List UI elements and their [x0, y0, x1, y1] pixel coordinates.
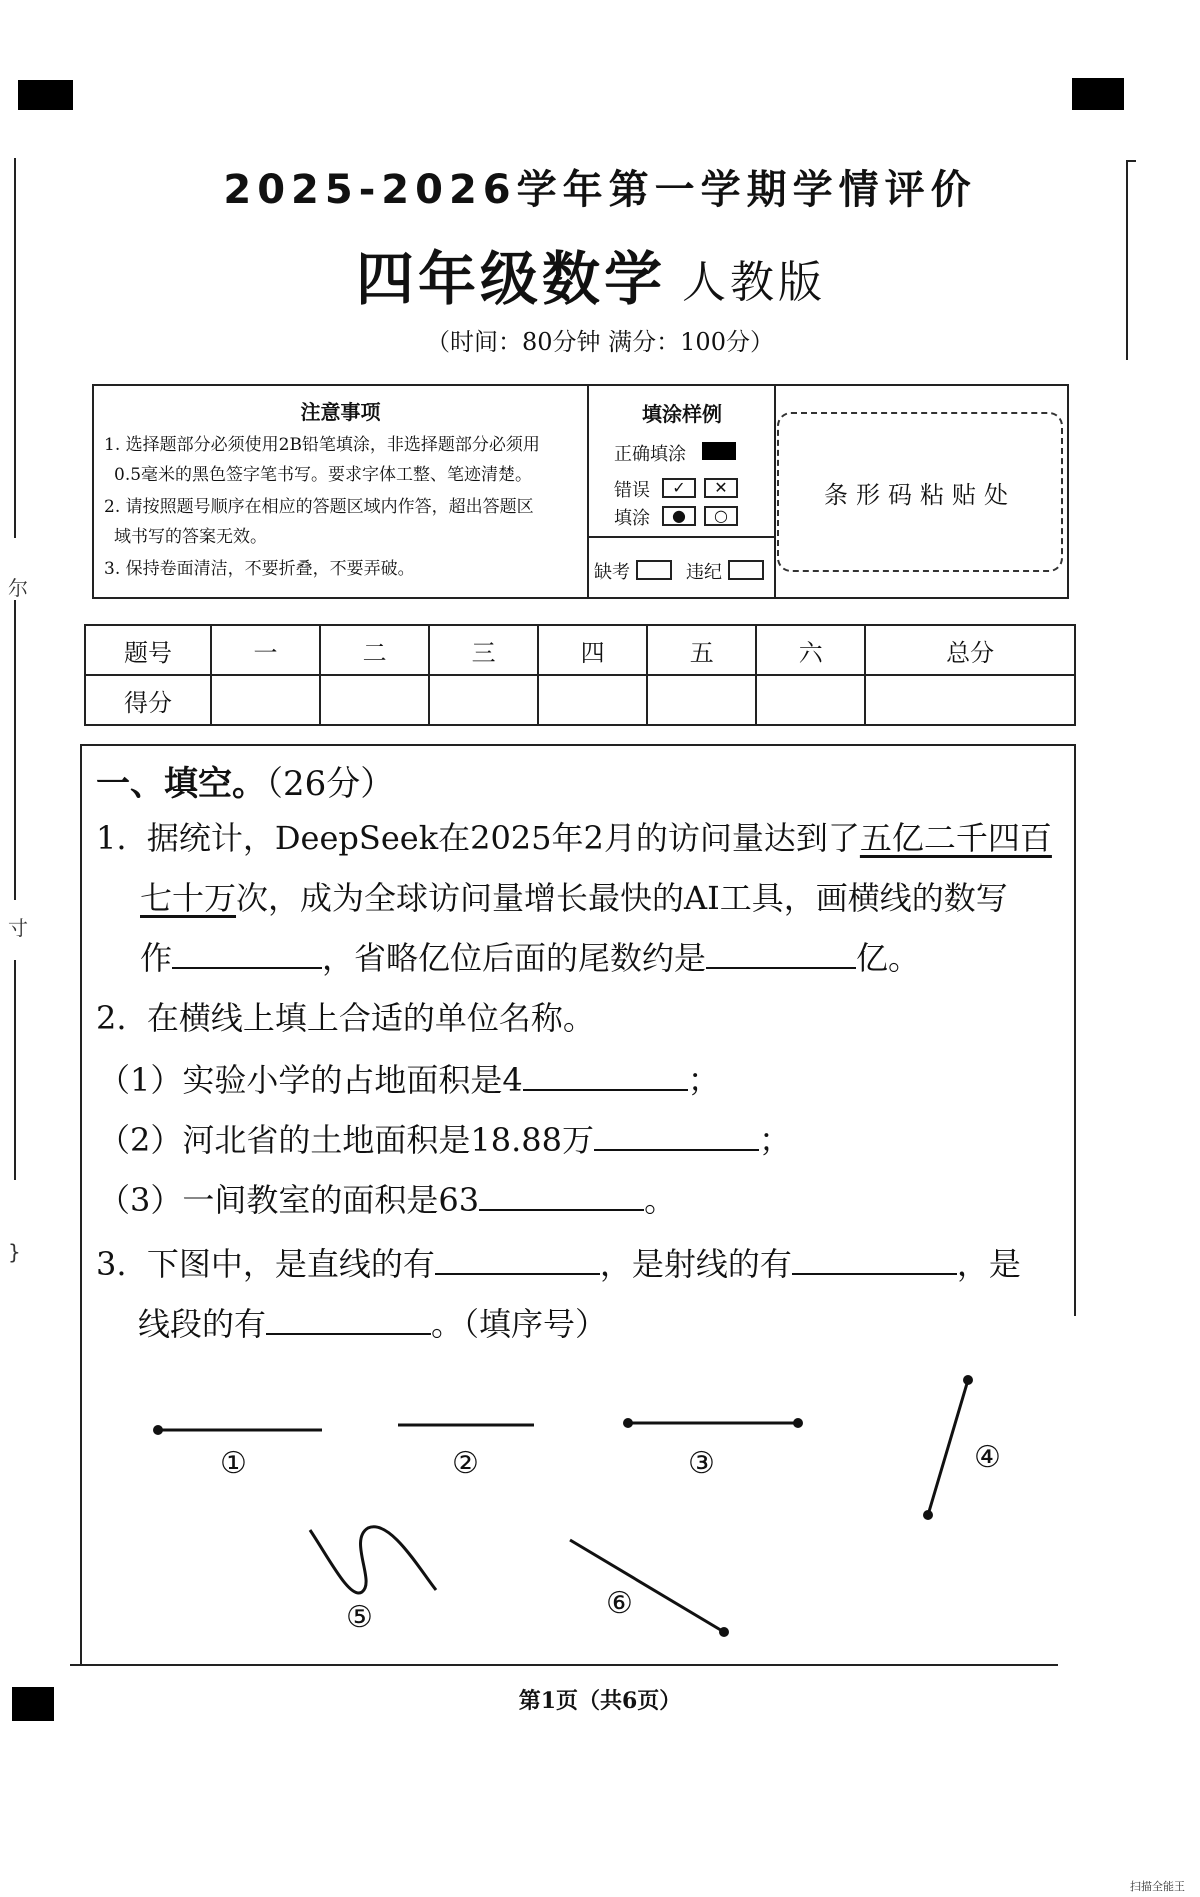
correct-fill-label: 正确填涂: [614, 444, 686, 465]
q1-text-b: ，省略亿位后面的尾数约是: [322, 939, 707, 977]
q3-text-c: ，是: [956, 1245, 1021, 1283]
score-row-label: 得分: [85, 675, 211, 725]
check-mark-icon: ✓: [672, 478, 686, 497]
q3-text-a: 下图中，是直线的有: [146, 1245, 435, 1283]
score-header-cell: 总分: [865, 625, 1075, 675]
empty-circle-icon: ○: [714, 506, 728, 525]
violation-label: 违纪: [686, 562, 722, 583]
notice-item: 2. 请按照题号顺序在相应的答题区域内作答，超出答题区: [104, 497, 534, 517]
q3-text-e: 。（填序号）: [431, 1305, 608, 1343]
notice-item: 1. 选择题部分必须使用2B铅笔填涂，非选择题部分必须用: [104, 435, 540, 455]
q2-sub1-text: （1）实验小学的占地面积是4: [98, 1061, 523, 1099]
figure-3-segment: [623, 1418, 803, 1428]
notice-item: 0.5毫米的黑色签字笔书写。要求字体工整、笔迹清楚。: [114, 465, 533, 485]
fill-sample-title: 填涂样例: [642, 402, 722, 426]
figure-4-segment: [923, 1375, 973, 1520]
q1-text-pre: 据统计，DeepSeek在2025年2月的访问量达到了: [146, 819, 860, 857]
score-header-cell: 一: [211, 625, 320, 675]
time-info: （时间：80分钟 满分：100分）: [426, 328, 774, 356]
wrong-fill-label-2: 填涂: [614, 508, 650, 529]
score-header-cell: 六: [756, 625, 865, 675]
figure-label-2: ②: [452, 1446, 479, 1481]
q2-sub1-end: ；: [687, 1061, 720, 1099]
figure-label-1: ①: [220, 1446, 247, 1481]
figure-label-4: ④: [974, 1440, 1001, 1475]
figure-5-curve: [310, 1527, 436, 1593]
figure-label-3: ③: [688, 1446, 715, 1481]
figure-label-5: ⑤: [346, 1600, 373, 1635]
q2-text: 在横线上填上合适的单位名称。: [146, 999, 595, 1037]
binding-char-1: 尔: [8, 576, 28, 600]
figure-6-ray: [570, 1540, 729, 1637]
score-header-cell: 四: [538, 625, 647, 675]
score-header-cell: 二: [320, 625, 429, 675]
figure-label-6: ⑥: [606, 1586, 633, 1621]
figure-1-ray: [153, 1425, 322, 1435]
filled-dot-icon: ●: [672, 506, 686, 525]
q1-text-a: 作: [140, 939, 173, 977]
notice-item: 域书写的答案无效。: [114, 527, 267, 547]
q2-number: 2.: [96, 999, 127, 1037]
q2-sub2-text: （2）河北省的土地面积是18.88万: [98, 1121, 594, 1159]
cross-mark-icon: ✕: [714, 478, 728, 497]
q3-text-d: 线段的有: [138, 1305, 267, 1343]
wrong-fill-label-1: 错误: [614, 480, 650, 501]
notice-title: 注意事项: [300, 400, 381, 424]
barcode-area: 条形码粘贴处: [777, 412, 1063, 572]
section-title-text: 一、填空。: [96, 764, 266, 804]
binding-char-2: 寸: [8, 916, 28, 940]
exam-title: 2025-2026学年第一学期学情评价: [223, 167, 977, 213]
subject-title: 四年级数学: [356, 245, 667, 313]
q2-sub2-end: ；: [758, 1121, 791, 1159]
q1-text-c: 亿。: [856, 939, 921, 977]
score-header-cell: 五: [647, 625, 756, 675]
notice-item: 3. 保持卷面清洁，不要折叠，不要弄破。: [104, 559, 415, 579]
binding-char-3: }: [8, 1240, 21, 1264]
score-header-cell: 题号: [85, 625, 211, 675]
section-points: （26分）: [266, 764, 395, 804]
score-header-cell: 三: [429, 625, 538, 675]
q1-number: 1.: [96, 819, 127, 857]
edition-label: 人教版: [682, 257, 826, 308]
q1-underlined-number-part2: 七十万: [140, 879, 237, 917]
q2-sub3-text: （3）一间教室的面积是63: [98, 1181, 480, 1219]
absent-label: 缺考: [594, 562, 630, 583]
page-footer: 第1页（共6页）: [518, 1688, 682, 1714]
q2-sub3-end: 。: [644, 1181, 677, 1219]
q1-underlined-number-part1: 五亿二千四百: [859, 819, 1052, 857]
q3-text-b: ，是射线的有: [599, 1245, 792, 1283]
watermark: 扫描全能王: [1130, 1880, 1185, 1893]
q1-text-post: 次，成为全球访问量增长最快的AI工具，画横线的数写: [236, 879, 1008, 917]
q3-number: 3.: [96, 1245, 127, 1283]
